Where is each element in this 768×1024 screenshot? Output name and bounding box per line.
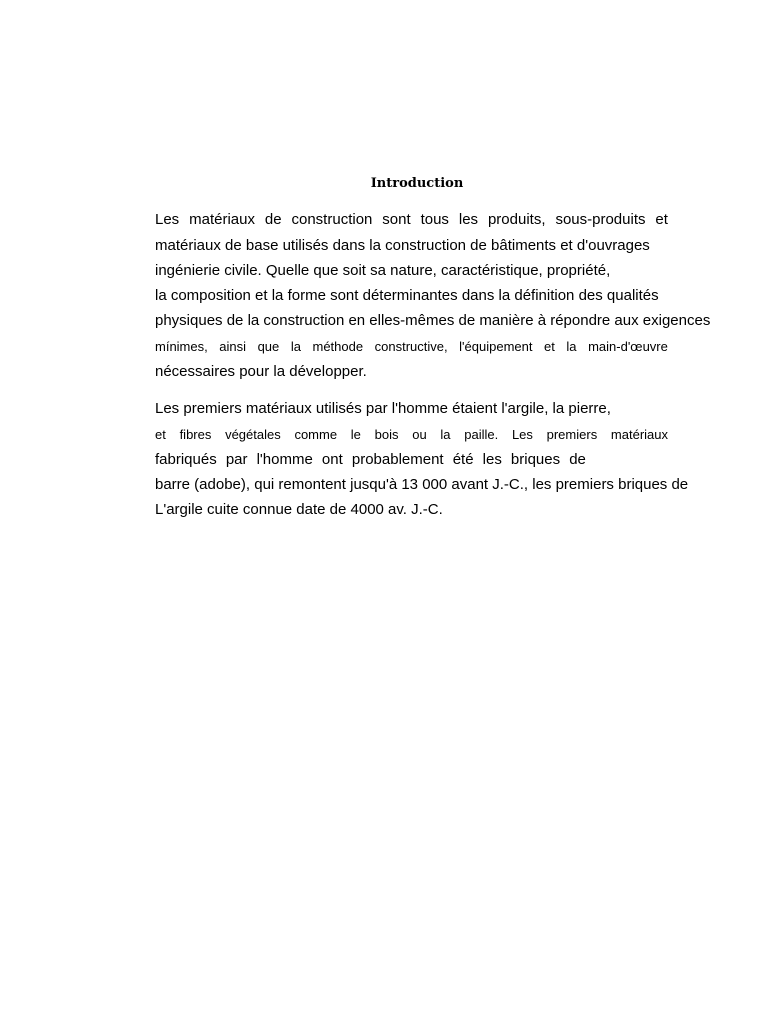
word: fibres: [179, 427, 212, 442]
word: de: [264, 211, 282, 228]
word: produits,: [487, 211, 546, 228]
paragraph-2-line-2: [155, 425, 668, 445]
word: la: [440, 427, 451, 442]
word: de: [569, 451, 586, 468]
word: bois: [374, 427, 399, 442]
word: le: [350, 427, 361, 442]
paragraph-2-line-1: Les premiers matériaux utilisés par l'homme étaient l'argile, la pierre,: [155, 400, 611, 417]
word: matériaux: [610, 427, 668, 442]
word: ont: [321, 451, 343, 468]
word: Les: [155, 211, 180, 228]
word: l'équipement: [459, 339, 533, 354]
word: méthode: [312, 339, 364, 354]
word: sont: [382, 211, 411, 228]
document-title: Introduction: [370, 176, 464, 191]
paragraph-1-line-5: physiques de la construction en elles-mêmes de manière à répondre aux exigences: [155, 312, 711, 329]
word: probablement: [351, 451, 444, 468]
word: la: [290, 339, 301, 354]
word: et: [544, 339, 555, 354]
word: paille.: [464, 427, 499, 442]
word: l'homme: [256, 451, 313, 468]
word: tous: [420, 211, 449, 228]
word: mínimes,: [155, 339, 208, 354]
paragraph-2-line-3: [155, 450, 586, 470]
paragraph-1-line-6: [155, 337, 668, 357]
word: matériaux: [189, 211, 255, 228]
word: et: [655, 211, 668, 228]
word: les: [458, 211, 479, 228]
word: comme: [294, 427, 338, 442]
paragraph-2-line-5: L'argile cuite connue date de 4000 av. J.-C.: [155, 501, 443, 518]
word: que: [257, 339, 280, 354]
paragraph-1-line-7: nécessaires pour la développer.: [155, 363, 367, 380]
word: été: [452, 451, 474, 468]
paragraph-1-line-4: la composition et la forme sont déterminantes dans la définition des qualités: [155, 287, 659, 304]
word: sous-produits: [555, 211, 646, 228]
paragraph-1-line-2: matériaux de base utilisés dans la construction de bâtiments et d'ouvrages: [155, 237, 650, 254]
word: Les: [511, 427, 533, 442]
word: ainsi: [219, 339, 247, 354]
word: la: [566, 339, 577, 354]
word: et: [155, 427, 166, 442]
word: par: [225, 451, 248, 468]
word: les: [482, 451, 502, 468]
word: premiers: [546, 427, 598, 442]
paragraph-1-line-3: ingénierie civile. Quelle que soit sa nature, caractéristique, propriété,: [155, 262, 611, 279]
word: constructive,: [374, 339, 448, 354]
word: végétales: [225, 427, 281, 442]
paragraph-2-line-4: barre (adobe), qui remontent jusqu'à 13 000 avant J.-C., les premiers briques de: [155, 476, 689, 493]
word: fabriqués: [155, 451, 217, 468]
word: construction: [291, 211, 373, 228]
word: ou: [412, 427, 427, 442]
word: briques: [510, 451, 561, 468]
word: main-d'œuvre: [588, 339, 668, 354]
paragraph-1-line-1: [155, 210, 668, 230]
